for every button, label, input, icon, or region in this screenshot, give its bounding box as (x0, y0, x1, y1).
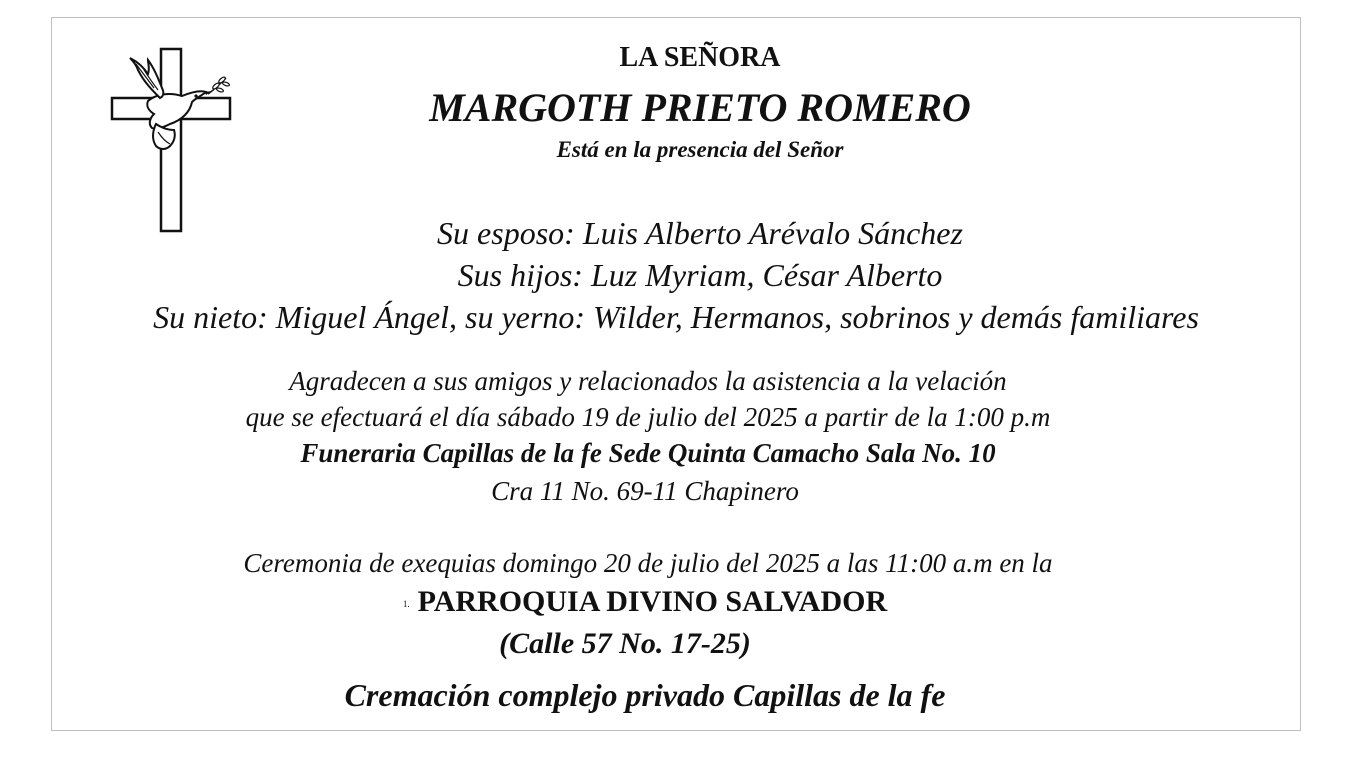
spouse-line: Su esposo: Luis Alberto Arévalo Sánchez (437, 215, 963, 251)
wake-address: Cra 11 No. 69-11 Chapinero (491, 476, 799, 506)
honorific-title: LA SEÑORA (619, 42, 781, 73)
list-marker: 1. (402, 599, 410, 610)
deceased-name: MARGOTH PRIETO ROMERO (429, 85, 971, 130)
ceremony-line: Ceremonia de exequias domingo 20 de julio del 2025 a las 11:00 a.m en la (243, 548, 1053, 578)
subtitle: Está en la presencia del Señor (556, 137, 844, 162)
parish-name-line (20, 585, 1270, 619)
cremation-line: Cremación complejo privado Capillas de la fe (344, 677, 946, 713)
parish-address: (Calle 57 No. 17-25) (499, 627, 751, 660)
wake-venue: Funeraria Capillas de la fe Sede Quinta Camacho Sala No. 10 (300, 438, 996, 468)
parish-name: PARROQUIA DIVINO SALVADOR (417, 585, 888, 618)
wake-invitation-line: Agradecen a sus amigos y relacionados la asistencia a la velación (289, 366, 1007, 396)
wake-date-line: que se efectuará el día sábado 19 de julio del 2025 a partir de la 1:00 p.m (245, 402, 1051, 432)
relatives-line: Su nieto: Miguel Ángel, su yerno: Wilder, Hermanos, sobrinos y demás familiares (153, 299, 1199, 335)
children-line: Sus hijos: Luz Myriam, César Alberto (457, 257, 943, 293)
